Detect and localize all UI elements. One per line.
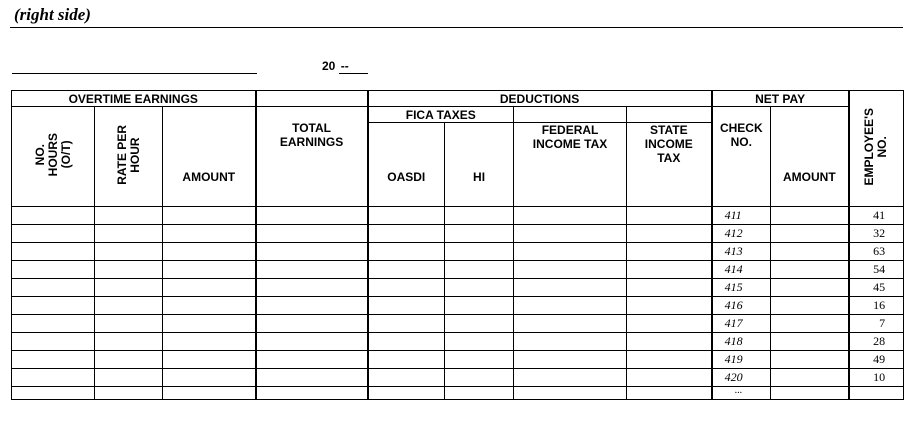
payroll-register-table <box>11 90 904 400</box>
table-row <box>12 369 904 387</box>
no-hours-cell[interactable] <box>12 279 95 297</box>
rate-per-hour-cell[interactable] <box>95 351 163 369</box>
hi-cell[interactable] <box>445 243 514 261</box>
employee-no-cell[interactable]: 7 <box>849 315 904 333</box>
continuation-dots: ... <box>712 387 771 400</box>
total-earnings-cell[interactable] <box>256 279 368 297</box>
total-earnings-cell[interactable] <box>256 261 368 279</box>
state-income-tax-cell[interactable] <box>627 333 712 351</box>
rate-per-hour-cell[interactable] <box>95 261 163 279</box>
table-row <box>12 297 904 315</box>
overtime-amount-cell[interactable] <box>163 207 256 225</box>
no-hours-cell[interactable] <box>12 333 95 351</box>
net-amount-cell[interactable] <box>771 315 849 333</box>
state-income-tax-cell[interactable] <box>627 315 712 333</box>
no-hours-cell[interactable] <box>12 297 95 315</box>
check-no-header: CHECK NO. <box>712 107 771 207</box>
oasdi-cell[interactable] <box>368 387 445 400</box>
employee-no-cell[interactable]: 63 <box>849 243 904 261</box>
fica-spacer-state <box>627 107 712 123</box>
check-no-cell[interactable]: 419 <box>712 351 771 369</box>
no-hours-label: NO. HOURS (O/T) <box>32 133 73 177</box>
net-amount-cell[interactable] <box>771 243 849 261</box>
federal-income-tax-cell[interactable] <box>514 369 627 387</box>
no-hours-cell[interactable] <box>12 351 95 369</box>
rate-per-hour-cell[interactable] <box>95 387 163 400</box>
employee-no-cell[interactable] <box>849 387 904 400</box>
table-row <box>12 261 904 279</box>
oasdi-cell[interactable] <box>368 297 445 315</box>
state-income-tax-cell[interactable] <box>627 279 712 297</box>
employee-no-cell[interactable]: 16 <box>849 297 904 315</box>
net-amount-cell[interactable] <box>771 297 849 315</box>
overtime-amount-cell[interactable] <box>163 297 256 315</box>
table-row <box>12 333 904 351</box>
hi-cell[interactable] <box>445 387 514 400</box>
state-income-tax-header: STATE INCOME TAX <box>627 123 712 207</box>
overtime-amount-cell[interactable] <box>163 225 256 243</box>
net-amount-cell[interactable] <box>771 261 849 279</box>
no-hours-cell[interactable] <box>12 261 95 279</box>
state-income-tax-cell[interactable] <box>627 297 712 315</box>
total-earnings-group-blank <box>256 91 368 107</box>
name-blank-line[interactable] <box>12 73 257 74</box>
oasdi-cell[interactable] <box>368 279 445 297</box>
employee-no-label: EMPLOYEE'S NO. <box>862 108 890 186</box>
check-no-cell[interactable]: 412 <box>712 225 771 243</box>
net-amount-cell[interactable] <box>771 333 849 351</box>
table-row <box>12 207 904 225</box>
total-earnings-cell[interactable] <box>256 333 368 351</box>
payroll-rows <box>12 207 904 400</box>
overtime-amount-cell[interactable] <box>163 333 256 351</box>
deductions-header: DEDUCTIONS <box>368 91 712 107</box>
federal-income-tax-cell[interactable] <box>514 351 627 369</box>
hi-header: HI <box>445 123 514 207</box>
no-hours-cell[interactable] <box>12 243 95 261</box>
check-no-cell[interactable]: 417 <box>712 315 771 333</box>
hi-cell[interactable] <box>445 315 514 333</box>
table-row <box>12 315 904 333</box>
employee-no-cell[interactable]: 49 <box>849 351 904 369</box>
oasdi-cell[interactable] <box>368 243 445 261</box>
oasdi-cell[interactable] <box>368 351 445 369</box>
date-year-blank[interactable]: -- <box>339 59 368 74</box>
state-income-tax-cell[interactable] <box>627 243 712 261</box>
top-divider <box>10 27 903 28</box>
employee-no-cell[interactable]: 54 <box>849 261 904 279</box>
state-income-tax-cell[interactable] <box>627 387 712 400</box>
rate-per-hour-cell[interactable] <box>95 243 163 261</box>
rate-per-hour-cell[interactable] <box>95 207 163 225</box>
federal-income-tax-cell[interactable] <box>514 333 627 351</box>
employee-no-cell[interactable]: 10 <box>849 369 904 387</box>
table-row <box>12 279 904 297</box>
employee-no-cell[interactable]: 41 <box>849 207 904 225</box>
hi-cell[interactable] <box>445 297 514 315</box>
rate-per-hour-cell[interactable] <box>95 297 163 315</box>
federal-income-tax-cell[interactable] <box>514 297 627 315</box>
check-no-cell[interactable]: 414 <box>712 261 771 279</box>
hi-cell[interactable] <box>445 207 514 225</box>
hi-cell[interactable] <box>445 225 514 243</box>
federal-income-tax-cell[interactable] <box>514 279 627 297</box>
no-hours-cell[interactable] <box>12 387 95 400</box>
net-amount-cell[interactable] <box>771 369 849 387</box>
federal-income-tax-header: FEDERAL INCOME TAX <box>514 123 627 207</box>
form-caption: (right side) <box>14 5 91 24</box>
oasdi-cell[interactable] <box>368 315 445 333</box>
overtime-amount-cell[interactable] <box>163 243 256 261</box>
hi-cell[interactable] <box>445 369 514 387</box>
oasdi-cell[interactable] <box>368 207 445 225</box>
table-row <box>12 225 904 243</box>
net-amount-cell[interactable] <box>771 387 849 400</box>
hi-cell[interactable] <box>445 279 514 297</box>
overtime-amount-cell[interactable] <box>163 369 256 387</box>
hi-cell[interactable] <box>445 333 514 351</box>
total-earnings-cell[interactable] <box>256 369 368 387</box>
fica-taxes-header: FICA TAXES <box>368 107 514 123</box>
employee-no-cell[interactable]: 28 <box>849 333 904 351</box>
net-amount-cell[interactable] <box>771 225 849 243</box>
oasdi-cell[interactable] <box>368 369 445 387</box>
federal-income-tax-cell[interactable] <box>514 225 627 243</box>
rate-per-hour-cell[interactable] <box>95 315 163 333</box>
check-no-cell[interactable]: 416 <box>712 297 771 315</box>
oasdi-cell[interactable] <box>368 261 445 279</box>
table-row <box>12 243 904 261</box>
hi-cell[interactable] <box>445 261 514 279</box>
oasdi-header: OASDI <box>368 123 445 207</box>
total-earnings-cell[interactable] <box>256 387 368 400</box>
rate-per-hour-cell[interactable] <box>95 279 163 297</box>
state-income-tax-cell[interactable] <box>627 261 712 279</box>
table-row-continuation <box>12 387 904 400</box>
net-amount-cell[interactable] <box>771 279 849 297</box>
overtime-amount-header: AMOUNT <box>163 107 256 207</box>
total-earnings-cell[interactable] <box>256 351 368 369</box>
hi-cell[interactable] <box>445 351 514 369</box>
fica-spacer-federal <box>514 107 627 123</box>
net-amount-cell[interactable] <box>771 207 849 225</box>
state-income-tax-cell[interactable] <box>627 351 712 369</box>
overtime-amount-cell[interactable] <box>163 351 256 369</box>
rate-per-hour-header <box>95 107 163 207</box>
total-earnings-cell[interactable] <box>256 315 368 333</box>
overtime-amount-cell[interactable] <box>163 387 256 400</box>
date-prefix: 20 <box>322 59 336 73</box>
net-pay-header: NET PAY <box>712 91 849 107</box>
overtime-earnings-header: OVERTIME EARNINGS <box>12 91 256 107</box>
state-income-tax-cell[interactable] <box>627 207 712 225</box>
check-no-cell[interactable]: 420 <box>712 369 771 387</box>
federal-income-tax-cell[interactable] <box>514 243 627 261</box>
net-amount-cell[interactable] <box>771 351 849 369</box>
rate-per-hour-cell[interactable] <box>95 225 163 243</box>
overtime-amount-cell[interactable] <box>163 315 256 333</box>
total-earnings-header: TOTAL EARNINGS <box>256 107 368 207</box>
employee-no-header <box>849 91 904 207</box>
federal-income-tax-cell[interactable] <box>514 387 627 400</box>
total-earnings-cell[interactable] <box>256 225 368 243</box>
oasdi-cell[interactable] <box>368 225 445 243</box>
total-earnings-cell[interactable] <box>256 243 368 261</box>
federal-income-tax-cell[interactable] <box>514 315 627 333</box>
check-no-cell[interactable]: 413 <box>712 243 771 261</box>
no-hours-header <box>12 107 95 207</box>
rate-per-hour-cell[interactable] <box>95 369 163 387</box>
total-earnings-cell[interactable] <box>256 297 368 315</box>
state-income-tax-cell[interactable] <box>627 225 712 243</box>
no-hours-cell[interactable] <box>12 207 95 225</box>
no-hours-cell[interactable] <box>12 225 95 243</box>
rate-per-hour-cell[interactable] <box>95 333 163 351</box>
employee-no-cell[interactable]: 32 <box>849 225 904 243</box>
employee-no-cell[interactable]: 45 <box>849 279 904 297</box>
table-row <box>12 351 904 369</box>
check-no-cell[interactable]: 418 <box>712 333 771 351</box>
total-earnings-cell[interactable] <box>256 207 368 225</box>
check-no-cell[interactable]: 411 <box>712 207 771 225</box>
overtime-amount-cell[interactable] <box>163 279 256 297</box>
check-no-cell[interactable]: 415 <box>712 279 771 297</box>
net-amount-header: AMOUNT <box>771 107 849 207</box>
no-hours-cell[interactable] <box>12 369 95 387</box>
rate-per-hour-label: RATE PER HOUR <box>114 125 142 185</box>
overtime-amount-cell[interactable] <box>163 261 256 279</box>
no-hours-cell[interactable] <box>12 315 95 333</box>
federal-income-tax-cell[interactable] <box>514 261 627 279</box>
federal-income-tax-cell[interactable] <box>514 207 627 225</box>
oasdi-cell[interactable] <box>368 333 445 351</box>
state-income-tax-cell[interactable] <box>627 369 712 387</box>
date-field[interactable] <box>322 59 368 74</box>
